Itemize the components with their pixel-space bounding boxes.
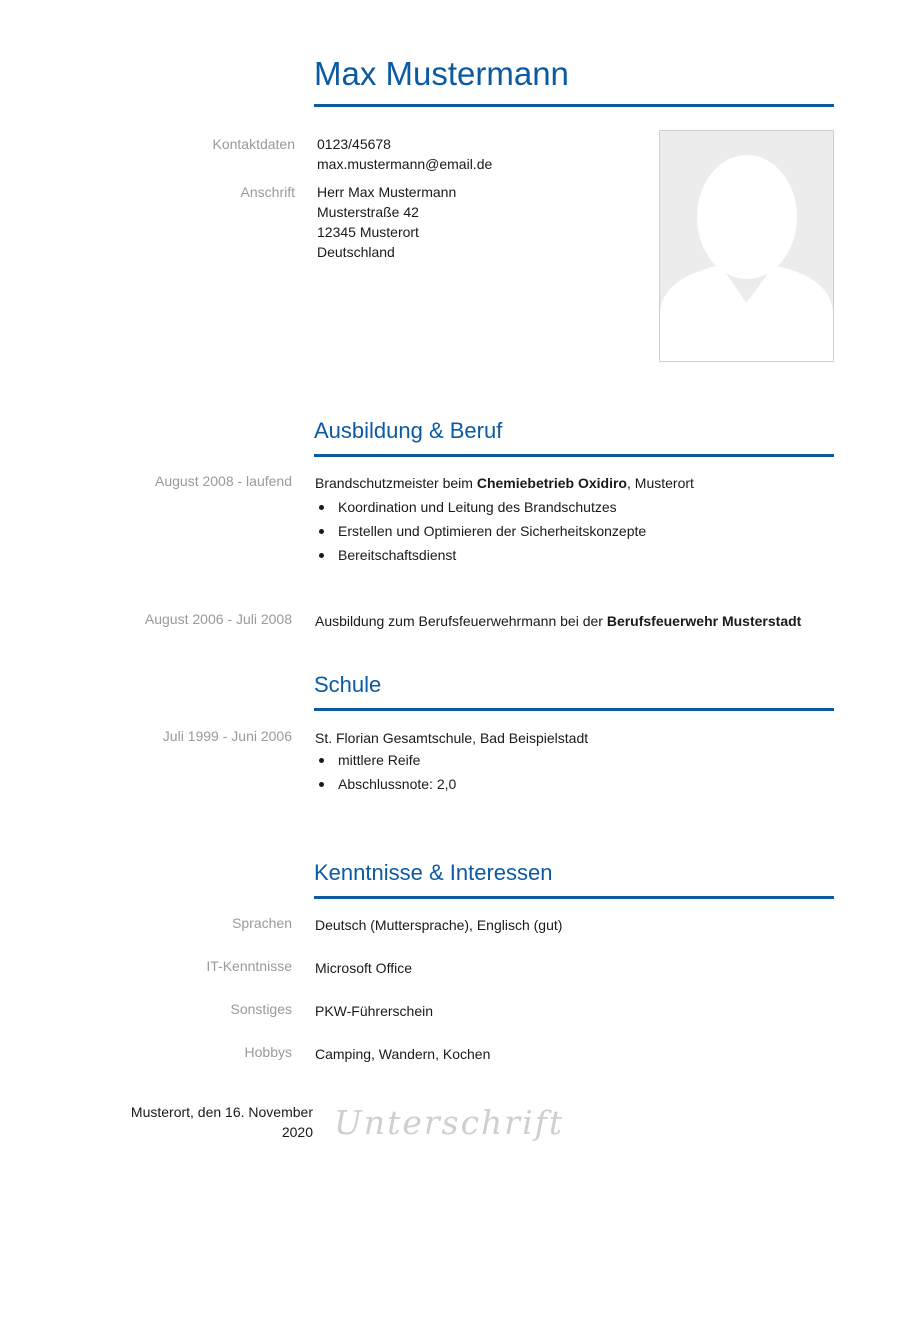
- list-item: Koordination und Leitung des Brandschutzes: [315, 495, 694, 519]
- skill-value: Microsoft Office: [315, 960, 412, 976]
- signature-placeholder: Unterschrift: [334, 1103, 565, 1142]
- entry-date: August 2008 - laufend: [155, 473, 292, 489]
- place-date-line: 2020: [281, 1124, 313, 1140]
- section-title-career: Ausbildung & Beruf: [314, 418, 503, 443]
- career-entry: Ausbildung zum Berufsfeuerwehrmann bei der Berufsfeuerwehr Musterstadt: [315, 613, 802, 629]
- skill-label: IT-Kenntnisse: [206, 958, 292, 974]
- person-silhouette-icon: [660, 131, 833, 361]
- list-item: Abschlussnote: 2,0: [315, 772, 588, 796]
- entry-text: Brandschutzmeister beim Chemiebetrieb Oxidiro, Musterort: [315, 475, 694, 491]
- place-date-line: Musterort, den 16. November: [130, 1104, 313, 1120]
- contact-details: [317, 134, 492, 174]
- email-address: max.mustermann@email.de: [317, 156, 493, 172]
- list-item: Erstellen und Optimieren der Sicherheitskonzepte: [315, 519, 694, 543]
- address-block: [317, 182, 456, 262]
- list-item: mittlere Reife: [315, 748, 588, 772]
- skill-value: Camping, Wandern, Kochen: [315, 1046, 491, 1062]
- address-line: 12345 Musterort: [317, 224, 419, 240]
- skill-label: Sprachen: [232, 915, 292, 931]
- section-rule: [314, 454, 834, 457]
- career-entry: [315, 473, 694, 567]
- entry-bullet-list: [315, 748, 588, 796]
- title-underline: [314, 104, 834, 107]
- address-line: Musterstraße 42: [317, 204, 419, 220]
- skill-label: Hobbys: [244, 1044, 292, 1060]
- skill-value: PKW-Führerschein: [315, 1003, 434, 1019]
- phone-number: 0123/45678: [317, 136, 391, 152]
- entry-date: August 2006 - Juli 2008: [144, 611, 292, 627]
- address-line: Deutschland: [317, 244, 395, 260]
- contact-label: Kontaktdaten: [212, 136, 295, 152]
- page-title: Max Mustermann: [314, 55, 569, 92]
- section-rule: [314, 896, 834, 899]
- address-line: Herr Max Mustermann: [317, 184, 457, 200]
- section-title-skills: Kenntnisse & Interessen: [314, 860, 553, 885]
- entry-bullet-list: [315, 495, 694, 567]
- skill-label: Sonstiges: [230, 1001, 292, 1017]
- school-entry: [315, 728, 588, 796]
- entry-date: Juli 1999 - Juni 2006: [162, 728, 292, 744]
- section-rule: [314, 708, 834, 711]
- place-date: [113, 1102, 313, 1142]
- profile-photo: [659, 130, 834, 362]
- skill-value: Deutsch (Muttersprache), Englisch (gut): [315, 917, 563, 933]
- section-title-school: Schule: [314, 672, 382, 697]
- entry-text: St. Florian Gesamtschule, Bad Beispielstadt: [315, 730, 589, 746]
- address-label: Anschrift: [240, 184, 295, 200]
- list-item: Bereitschaftsdienst: [315, 543, 694, 567]
